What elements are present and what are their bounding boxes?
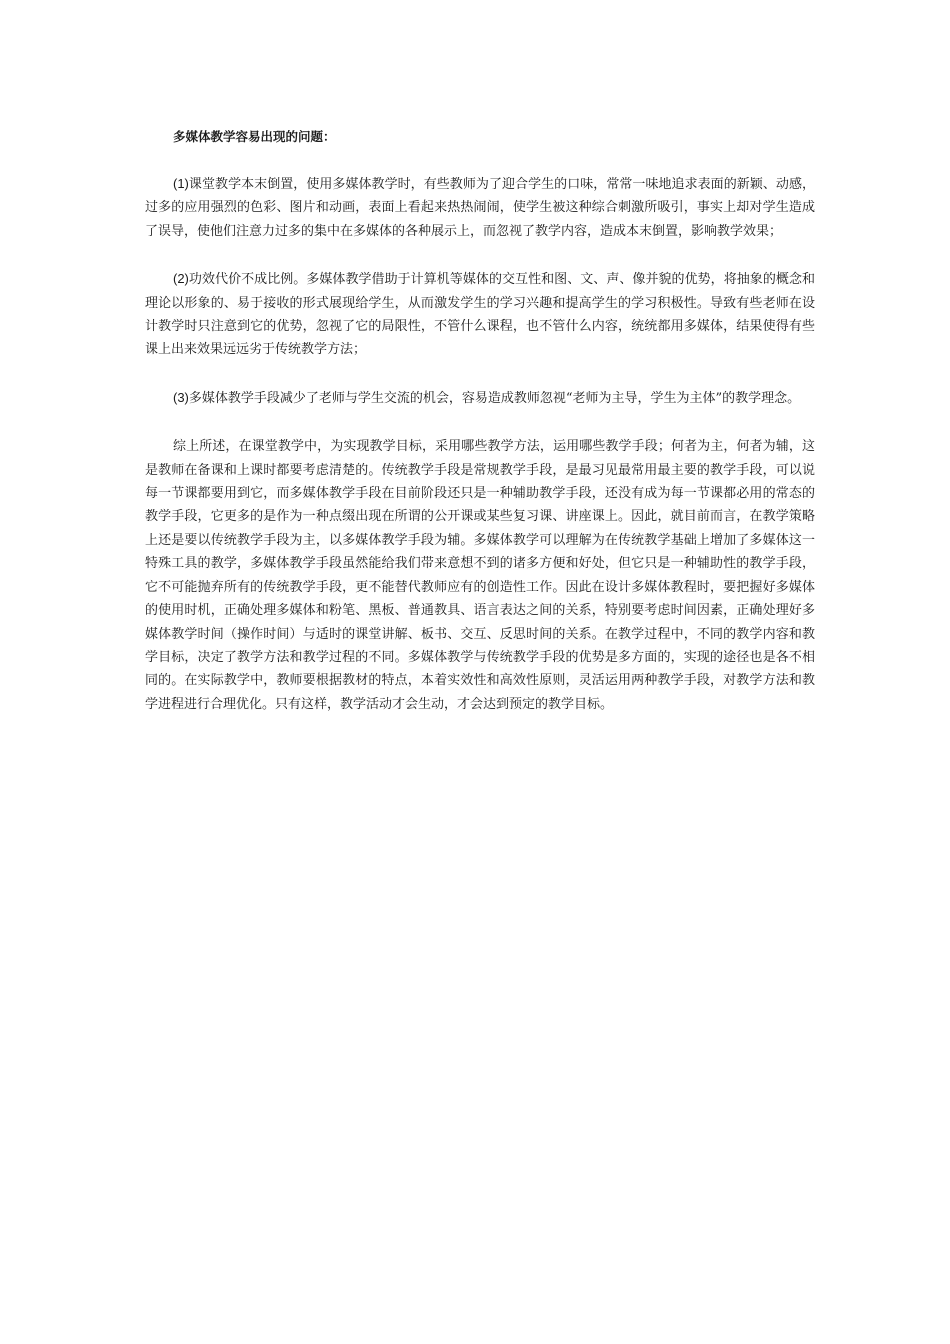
paragraph-text: 综上所述，在课堂教学中，为实现教学目标，采用哪些教学方法，运用哪些教学手段；何者为主，何者为辅，这是教师在备课和上课时都要考虑清楚的。传统教学手段是常规教学手段，是最习见最常用最主要的教学手段，可以说每一节课都要用到它，而多媒体教学手段在目前阶段还只是一种辅助教学手段，还没有成为每一节课都必用的常态的教学手段，它更多的是作为一种点缀出现在所谓的公开课或某些复习课、讲座课上。因此，就目前而言，在教学策略上还是要以传统教学手段为主，以多媒体教学手段为辅。多媒体教学可以理解为在传统教学基础上增加了多媒体这一特殊工具的教学，多媒体教学手段虽然能给我们带来意想不到的诸多方便和好处，但它只是一种辅助性的教学手段，它不可能抛弃所有的传统教学手段，更不能替代教师应有的创造性工作。因此在设计多媒体教程时，要把握好多媒体的使用时机，正确处理多媒体和粉笔、黑板、普通教具、语言表达之间的关系，特别要考虑时间因素，正确处理好多媒体教学时间（操作时间）与适时的课堂讲解、板书、交互、反思时间的关系。在教学过程中，不同的教学内容和教学目标，决定了教学方法和教学过程的不同。多媒体教学与传统教学手段的优势是多方面的，实现的途径也是各不相同的。在实际教学中，教师要根据教材的特点，本着实效性和高效性原则，灵活运用两种教学手段，对教学方法和教学进程进行合理优化。只有这样，教学活动才会生动，才会达到预定的教学目标。 bbox=[145, 439, 815, 712]
paragraph-problem-2 bbox=[145, 267, 815, 362]
paragraph-summary bbox=[145, 434, 815, 716]
paragraph-number: (1) bbox=[173, 176, 189, 191]
paragraph-problem-3 bbox=[145, 386, 815, 410]
paragraph-number: (2) bbox=[173, 271, 189, 287]
paragraph-text: 多媒体教学手段减少了老师与学生交流的机会，容易造成教师忽视“老师为主导，学生为主体”的教学理念。 bbox=[188, 390, 801, 406]
document-heading: 多媒体教学容易出现的问题： bbox=[173, 129, 336, 144]
paragraph-text: 课堂教学本末倒置，使用多媒体教学时，有些教师为了迎合学生的口味，常常一味地追求表面的新颖、动感，过多的应用强烈的色彩、图片和动画，表面上看起来热热闹闹，使学生被这种综合刺激所吸引，事实上却对学生造成了误导，使他们注意力过多的集中在多媒体的各种展示上，而忽视了教学内容，造成本末倒置，影响教学效果； bbox=[145, 177, 815, 239]
document-page bbox=[145, 126, 815, 740]
paragraph-number: (3) bbox=[173, 389, 189, 405]
paragraph-problem-1 bbox=[145, 172, 815, 243]
paragraph-text: 功效代价不成比例。多媒体教学借助于计算机等媒体的交互性和图、文、声、像并貌的优势，将抽象的概念和理论以形象的、易于接收的形式展现给学生，从而激发学生的学习兴趣和提高学生的学习积极性。导致有些老师在设计教学时只注意到它的优势，忽视了它的局限性，不管什么课程，也不管什么内容，统统都用多媒体，结果使得有些课上出来效果远远劣于传统教学方法； bbox=[145, 272, 815, 358]
